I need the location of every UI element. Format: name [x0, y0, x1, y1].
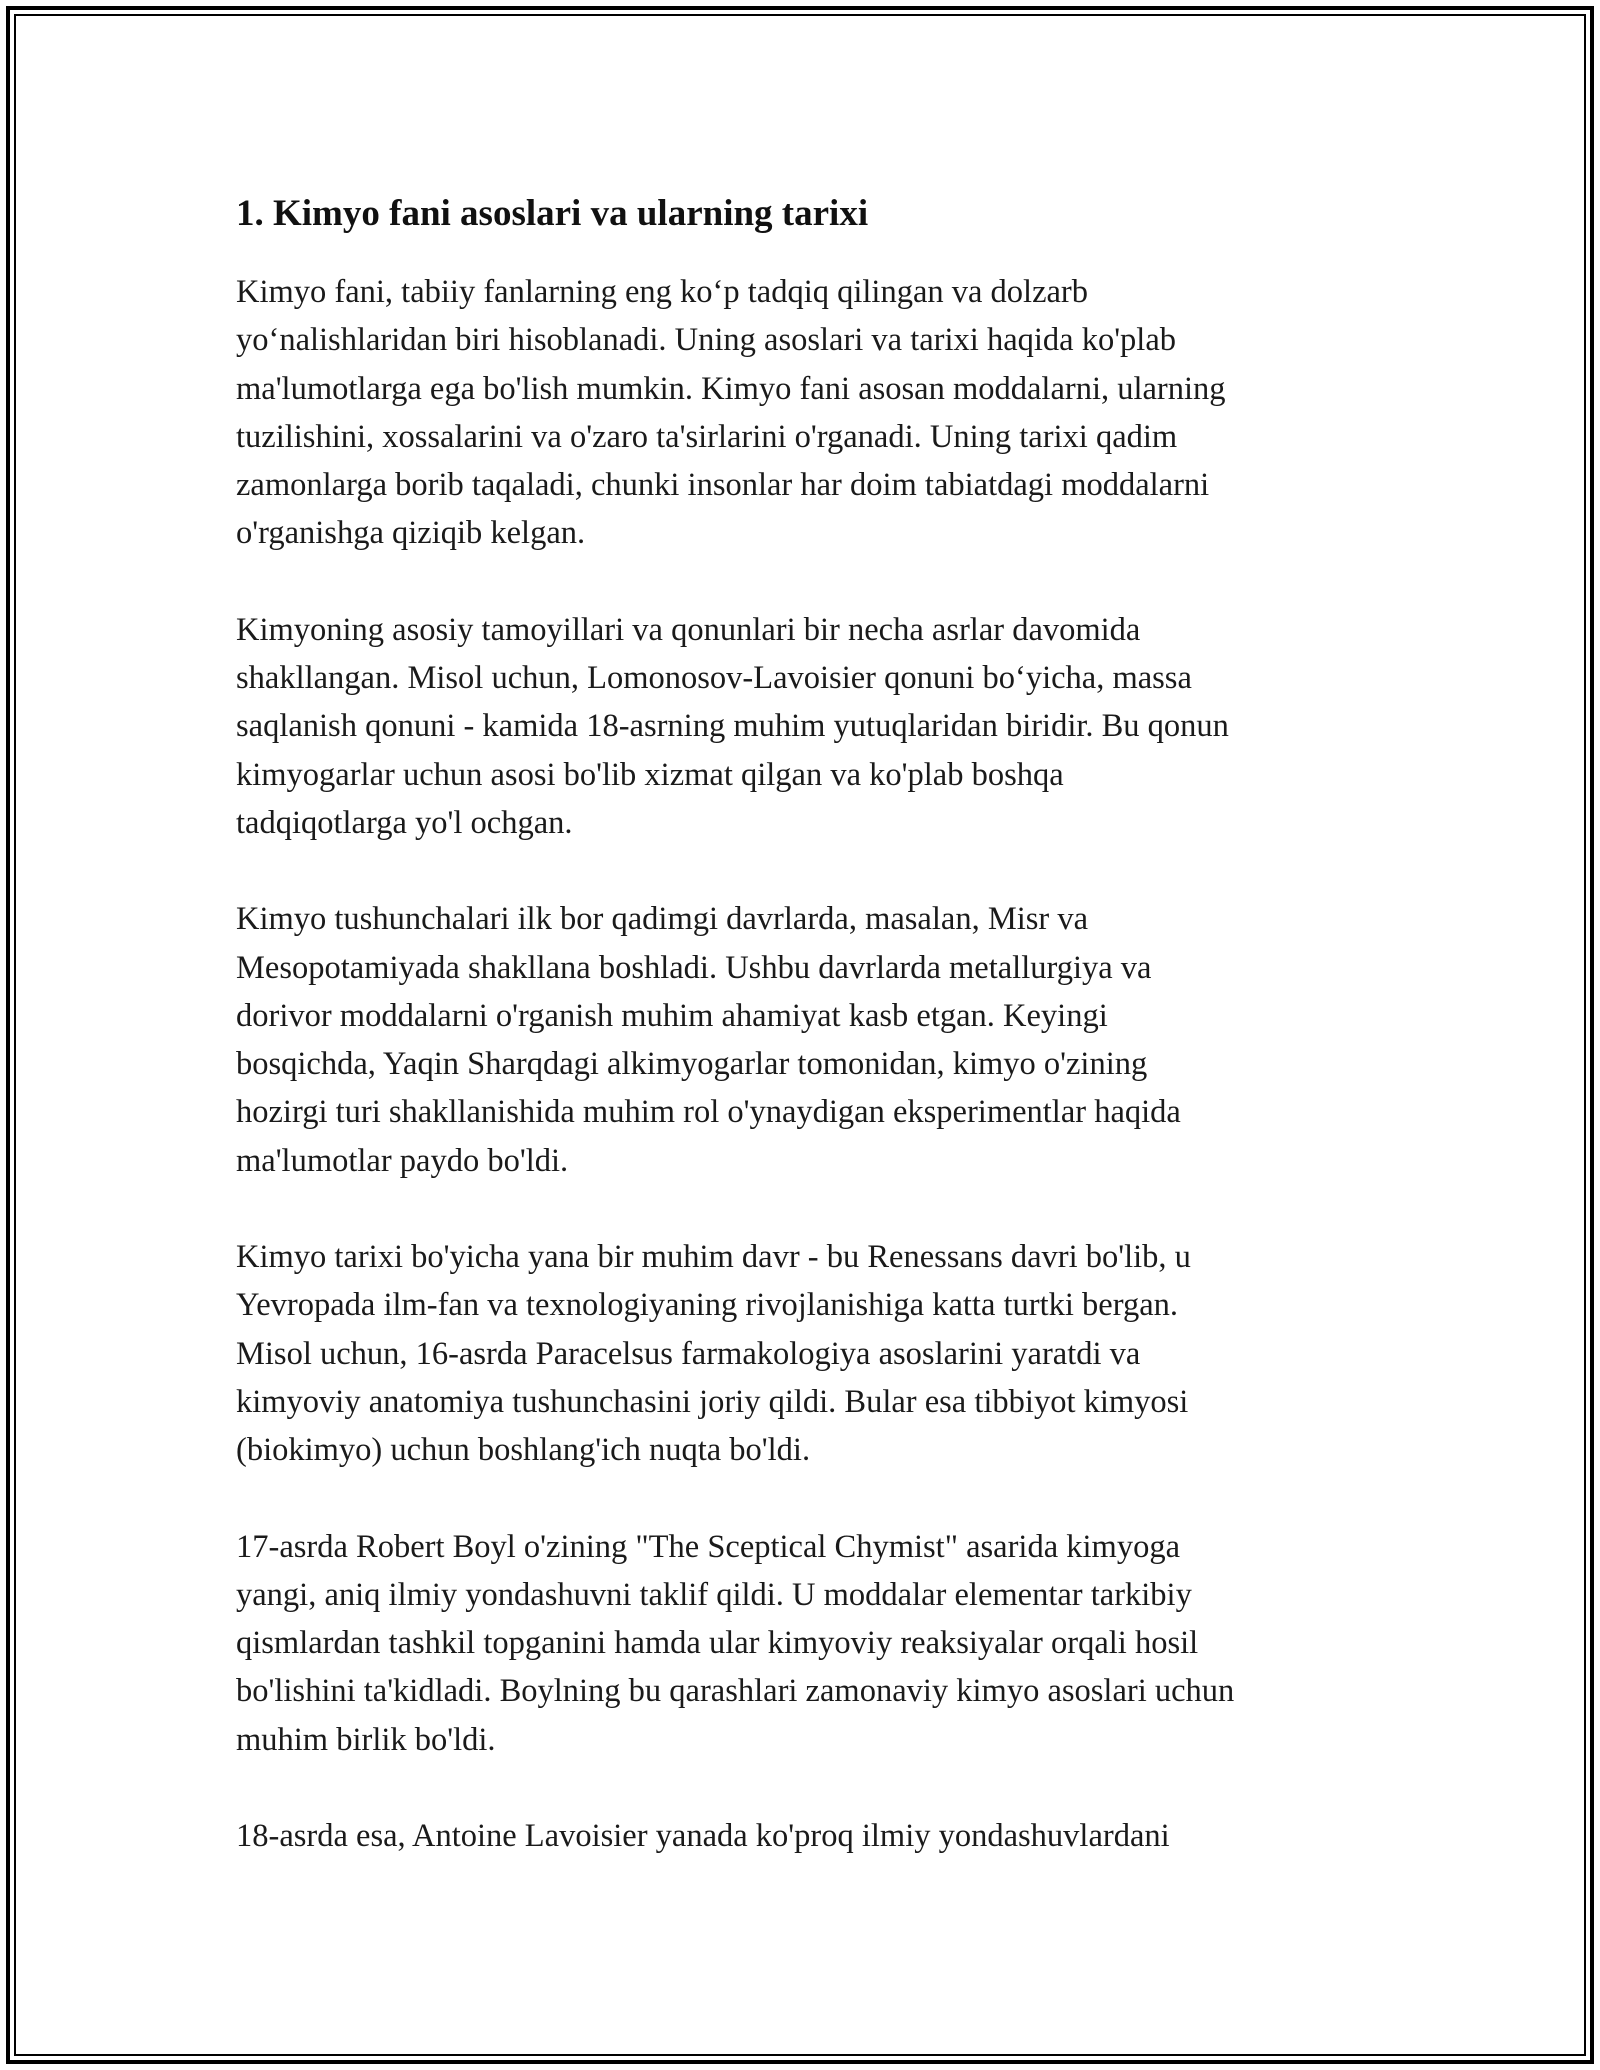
paragraph — [236, 1812, 1366, 1860]
paragraph-line: kimyogarlar uchun asosi bo'lib xizmat qilgan va ko'plab boshqa — [236, 756, 1064, 793]
paragraph-line: saqlanish qonuni - kamida 18-asrning muhim yutuqlaridan biridir. Bu qonun — [236, 708, 1229, 745]
paragraph-line: bosqichda, Yaqin Sharqdagi alkimyogarlar tomonidan, kimyo o'zining — [236, 1046, 1148, 1083]
paragraph-line: yangi, aniq ilmiy yondashuvni taklif qildi. U moddalar elementar tarkibiy — [236, 1576, 1192, 1613]
document-body — [236, 182, 1366, 1860]
paragraph-line: yo‘nalishlaridan biri hisoblanadi. Uning asoslari va tarixi haqida ko'plab — [236, 322, 1177, 359]
paragraph-line: ma'lumotlar paydo bo'ldi. — [236, 1142, 569, 1179]
paragraph-line: zamonlarga borib taqaladi, chunki insonlar har doim tabiatdagi moddalarni — [236, 467, 1210, 504]
paragraph — [236, 606, 1366, 847]
paragraph-line: bo'lishini ta'kidladi. Boylning bu qarashlari zamonaviy kimyo asoslari uchun — [236, 1673, 1235, 1710]
paragraph-line: kimyoviy anatomiya tushunchasini joriy qildi. Bular esa tibbiyot kimyosi — [236, 1383, 1189, 1420]
paragraph — [236, 1523, 1366, 1764]
paragraph-line: Misol uchun, 16-asrda Paracelsus farmakologiya asoslarini yaratdi va — [236, 1335, 1141, 1372]
paragraph-line: Mesopotamiyada shakllana boshladi. Ushbu davrlarda metallurgiya va — [236, 949, 1152, 986]
paragraph-line: ma'lumotlarga ega bo'lish mumkin. Kimyo fani asosan moddalarni, ularning — [236, 370, 1226, 407]
paragraph-line: qismlardan tashkil topganini hamda ular kimyoviy reaksiyalar orqali hosil — [236, 1625, 1199, 1662]
section-heading: 1. Kimyo fani asoslari va ularning tarixi — [236, 193, 869, 234]
paragraph-line: muhim birlik bo'ldi. — [236, 1721, 496, 1758]
paragraph-line: hozirgi turi shakllanishida muhim rol o'ynaydigan eksperimentlar haqida — [236, 1094, 1181, 1131]
paragraph-line: Kimyo tarixi bo'yicha yana bir muhim davr - bu Renessans davri bo'lib, u — [236, 1239, 1191, 1276]
paragraph-line: Kimyoning asosiy tamoyillari va qonunlari bir necha asrlar davomida — [236, 611, 1141, 648]
paragraph-line: Kimyo tushunchalari ilk bor qadimgi davrlarda, masalan, Misr va — [236, 901, 1089, 938]
paragraph-line: tadqiqotlarga yo'l ochgan. — [236, 804, 573, 841]
paragraph — [236, 1233, 1366, 1474]
paragraph-list — [236, 268, 1366, 1860]
paragraph-line: tuzilishini, xossalarini va o'zaro ta'sirlarini o'rganadi. Uning tarixi qadim — [236, 418, 1178, 455]
paragraph-line: 18-asrda esa, Antoine Lavoisier yanada ko'proq ilmiy yondashuvlardani — [236, 1818, 1170, 1855]
paragraph-line: shakllangan. Misol uchun, Lomonosov-Lavoisier qonuni bo‘yicha, massa — [236, 660, 1192, 697]
paragraph-line: Yevropada ilm-fan va texnologiyaning rivojlanishiga katta turtki bergan. — [236, 1287, 1178, 1324]
paragraph-line: 17-asrda Robert Boyl o'zining "The Sceptical Chymist" asarida kimyoga — [236, 1528, 1180, 1565]
paragraph — [236, 895, 1366, 1185]
paragraph-line: dorivor moddalarni o'rganish muhim ahamiyat kasb etgan. Keyingi — [236, 997, 1108, 1034]
paragraph-line: o'rganishga qiziqib kelgan. — [236, 515, 586, 552]
paragraph — [236, 268, 1366, 558]
paragraph-line: Kimyo fani, tabiiy fanlarning eng ko‘p tadqiq qilingan va dolzarb — [236, 274, 1088, 310]
paragraph-line: (biokimyo) uchun boshlang'ich nuqta bo'ldi. — [236, 1432, 811, 1469]
